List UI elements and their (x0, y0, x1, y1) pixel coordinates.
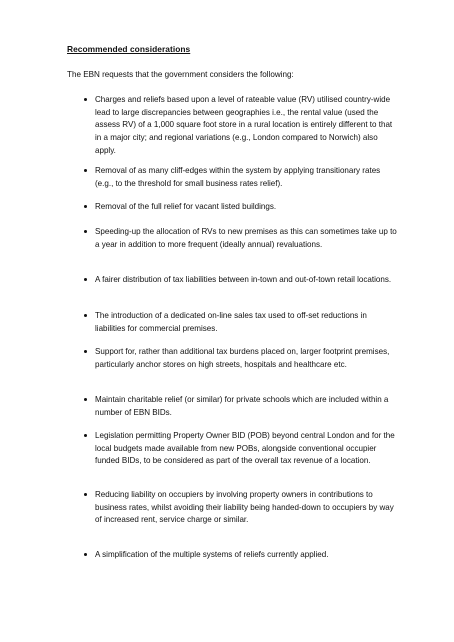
bullet-icon (84, 205, 87, 208)
section-heading: Recommended considerations (67, 44, 191, 54)
bullet-icon (84, 278, 87, 281)
bullet-icon (84, 493, 87, 496)
bullet-icon (84, 434, 87, 437)
bullet-icon (84, 398, 87, 401)
list-item-text: Speeding-up the allocation of RVs to new premises as this can sometimes take up to a year in addition to more frequent (ideally annual) revaluations. (95, 227, 397, 249)
intro-paragraph: The EBN requests that the government considers the following: (67, 70, 294, 79)
list-item-text: A fairer distribution of tax liabilities between in-town and out-of-town retail locations. (95, 275, 392, 284)
list-item-text: Removal of as many cliff-edges within the system by applying transitionary rates (e.g., to the threshold for small business rates relief). (95, 166, 381, 188)
bullet-icon (84, 350, 87, 353)
list-item-text: Support for, rather than additional tax burdens placed on, larger footprint premises, particularly anchor stores on high streets, hospitals and healthcare etc. (95, 347, 390, 369)
list-item-text: Charges and reliefs based upon a level of rateable value (RV) utilised country-wide lead to large discrepancies between geographies i.e., the rental value (used the assess RV) of a 1,000 square foot store in a rural location is entirely different to that in a major city; and regional variations (e.g., London compared to Norwich) also apply. (95, 95, 393, 155)
list-item-text: Removal of the full relief for vacant listed buildings. (95, 202, 277, 211)
list-item-text: A simplification of the multiple systems of reliefs currently applied. (95, 550, 329, 559)
bullet-icon (84, 230, 87, 233)
bullet-icon (84, 169, 87, 172)
bullet-icon (84, 553, 87, 556)
list-item-text: Maintain charitable relief (or similar) for private schools which are included within a number of EBN BIDs. (95, 395, 389, 417)
list-item-text: Legislation permitting Property Owner BID (POB) beyond central London and for the local budgets made available from new POBs, alongside conventional occupier funded BIDs, to be considered as part of the overall tax revenue of a location. (95, 431, 395, 466)
list-item-text: Reducing liability on occupiers by involving property owners in contributions to business rates, whilst avoiding their liability being handed-down to occupiers by way of increased rent, service charge or similar. (95, 490, 394, 525)
list-item-text: The introduction of a dedicated on-line sales tax used to off-set reductions in liabilities for commercial premises. (95, 311, 367, 333)
bullet-icon (84, 98, 87, 101)
bullet-icon (84, 314, 87, 317)
